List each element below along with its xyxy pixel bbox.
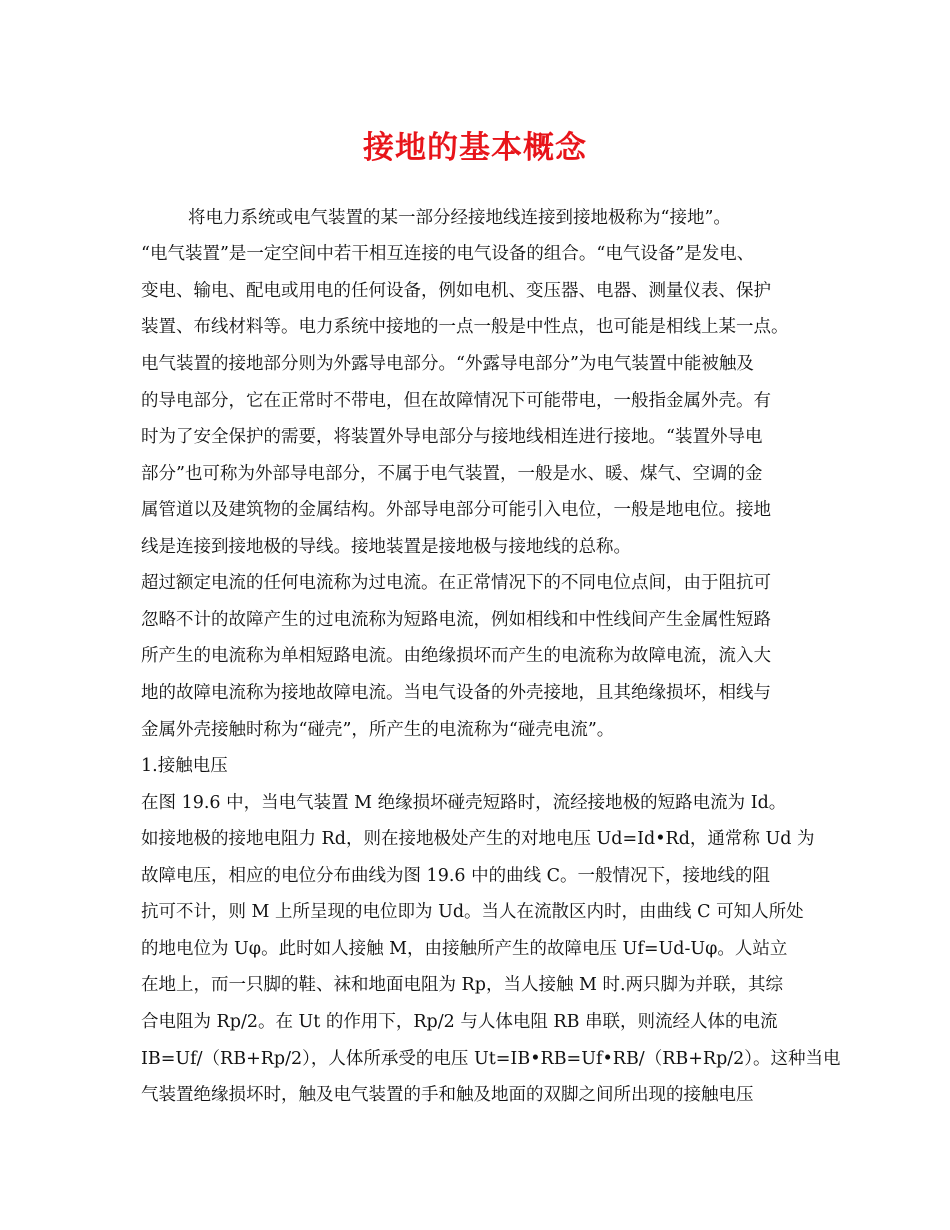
paragraph-line: 将电力系统或电气装置的某一部分经接地线连接到接地极称为“接地”。 xyxy=(188,208,731,228)
paragraph-line: 时为了安全保护的需要，将装置外导电部分与接地线相连进行接地。“装置外导电 xyxy=(141,427,763,447)
paragraph-line: 在图 19.6 中，当电气装置 M 绝缘损坏碰壳短路时，流经接地极的短路电流为 Id。 xyxy=(141,793,787,813)
section-heading: 1.接触电压 xyxy=(141,756,228,776)
paragraph-line: 的地电位为 Uφ。此时如人接触 M，由接触所产生的故障电压 Uf=Ud-Uφ。人站立 xyxy=(141,939,788,959)
paragraph-line: 故障电压，相应的电位分布曲线为图 19.6 中的曲线 C。一般情况下，接地线的阻 xyxy=(141,866,771,886)
paragraph-line: “电气装置”是一定空间中若干相互连接的电气设备的组合。“电气设备”是发电、 xyxy=(141,244,755,264)
paragraph-line: 合电阻为 Rp/2。在 Ut 的作用下，Rp/2 与人体电阻 RB 串联，则流经人体的电流 xyxy=(141,1012,778,1032)
paragraph-line: 如接地极的接地电阻力 Rd，则在接地极处产生的对地电压 Ud=Id•Rd，通常称 Ud 为 xyxy=(141,829,815,849)
document-title: 接地的基本概念 xyxy=(363,130,587,166)
paragraph-line: 装置、布线材料等。电力系统中接地的一点一般是中性点，也可能是相线上某一点。 xyxy=(141,317,789,337)
paragraph-line: 抗可不计，则 M 上所呈现的电位即为 Ud。当人在流散区内时，由曲线 C 可知人所处 xyxy=(141,902,804,922)
paragraph-line: 气装置绝缘损坏时，触及电气装置的手和触及地面的双脚之间所出现的接触电压 xyxy=(141,1085,754,1105)
paragraph-line: 部分”也可称为外部导电部分，不属于电气装置，一般是水、暖、煤气、空调的金 xyxy=(141,464,763,484)
paragraph-line: 电气装置的接地部分则为外露导电部分。“外露导电部分”为电气装置中能被触及 xyxy=(141,354,754,374)
paragraph-line: 的导电部分，它在正常时不带电，但在故障情况下可能带电，一般指金属外壳。有 xyxy=(141,391,771,411)
paragraph-line: 所产生的电流称为单相短路电流。由绝缘损坏而产生的电流称为故障电流，流入大 xyxy=(141,646,771,666)
paragraph-line: 在地上，而一只脚的鞋、袜和地面电阻为 Rp，当人接触 M 时.两只脚为并联，其综 xyxy=(141,975,784,995)
paragraph-line: 线是连接到接地极的导线。接地装置是接地极与接地线的总称。 xyxy=(141,537,631,557)
paragraph-line: 属管道以及建筑物的金属结构。外部导电部分可能引入电位，一般是地电位。接地 xyxy=(141,500,771,520)
paragraph-line: 超过额定电流的任何电流称为过电流。在正常情况下的不同电位点间，由于阻抗可 xyxy=(141,573,771,593)
paragraph-line: 金属外壳接触时称为“碰壳”，所产生的电流称为“碰壳电流”。 xyxy=(141,720,615,740)
paragraph-line: 地的故障电流称为接地故障电流。当电气设备的外壳接地，且其绝缘损坏，相线与 xyxy=(141,683,771,703)
paragraph-line: IB=Uf/（RB+Rp/2），人体所承受的电压 Ut=IB•RB=Uf•RB/（RB+Rp/2）。这种当电 xyxy=(141,1049,841,1069)
paragraph-line: 忽略不计的故障产生的过电流称为短路电流，例如相线和中性线间产生金属性短路 xyxy=(141,610,771,630)
paragraph-line: 变电、输电、配电或用电的任何设备，例如电机、变压器、电器、测量仪表、保护 xyxy=(141,281,771,301)
